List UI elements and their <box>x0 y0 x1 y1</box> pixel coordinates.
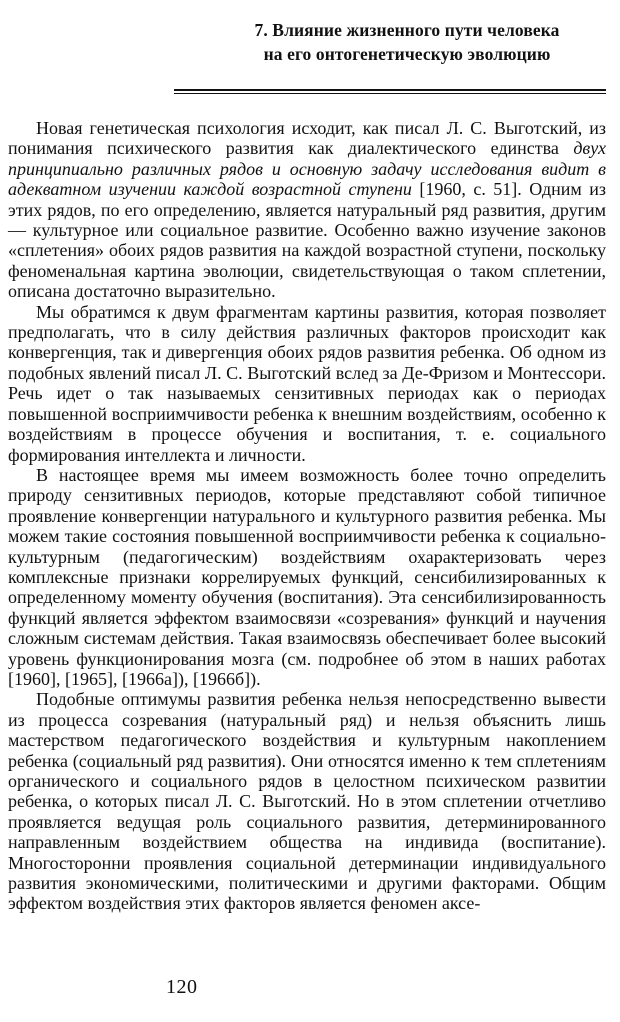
section-title-line-1: 7. Влияние жизненного пути человека <box>254 20 560 40</box>
paragraph-3: В настоящее время мы имеем возможность более точно определить природу сензитивных периодов, которые представляют собой типичное проявление конвергенции натурального и культурного развития ребенка. Мы можем такие состояния повышенной восприимчивости ребенка к социально-культурным (педагогическим) воздействиям охарактеризовать через комплексные признаки коррелируемых функций, сенсибилизированных к определенному моменту обучения (воспитания). Эта сенсибилизированность функций является эффектом взаимосвязи «созревания» функций и научения сложным системам действия. Такая взаимосвязь обеспечивает более высокий уровень функционирования мозга (см. подробнее об этом в наших работах [1960], [1965], [1966а]), [1966б]). <box>8 464 606 689</box>
paragraph-1-start: Новая генетическая психология исходит, как писал Л. С. Выготский, из понимания психического развития как диалектического единства <box>8 118 606 159</box>
page-number: 120 <box>166 976 198 998</box>
title-rule <box>174 89 606 94</box>
paragraph-1-italic: двух принципиально различных рядов и основную задачу исследования видит в адекватном изучении каждой возрастной ступени <box>8 138 606 200</box>
paragraph-4: Подобные оптимумы развития ребенка нельзя непосредственно вывести из процесса созревания (натуральный ряд) и нельзя объяснить лишь мастерством педагогического воздействия и культурным накоплением ребенка (социальный ряд развития). Они относятся именно к тем сплетениям органического и социального рядов в целостном психическом развитии ребенка, о которых писал Л. С. Выготский. Но в этом сплетении отчетливо проявляется ведущая роль социального развития, детерминированного направленным воздействием общества на индивида (воспитание). Многосторонни проявления социальной детерминации индивидуального развития экономическими, политическими и другими факторами. Общим эффектом воздействия этих факторов является феномен аксе- <box>8 689 606 914</box>
paragraph-2: Мы обратимся к двум фрагментам картины развития, которая позволяет предполагать, что в силу действия различных факторов происходит как конвергенция, так и дивергенция обоих рядов развития ребенка. Об одном из подобных явлений писал Л. С. Выготский вслед за Де-Фризом и Монтессори. Речь идет о так называемых сензитивных периодах как о периодах повышенной восприимчивости ребенка к внешним воздействиям, особенно к воздействиям в процессе обучения и воспитания, т. е. социального формирования интеллекта и личности. <box>8 301 606 465</box>
body-text <box>8 118 606 914</box>
section-title <box>222 18 592 66</box>
section-title-line-2: на его онтогенетическую эволюцию <box>263 44 551 64</box>
paragraph-1-end: [1960, с. 51]. Одним из этих рядов, по его определению, является натуральный ряд развития, другим — культурное или социальное развитие. Особенно важно изучение законов «сплетения» обоих рядов развития на каждой возрастной ступени, поскольку феноменальная картина эволюции, свидетельствующая о таком сплетении, описана достаточно выразительно. <box>8 179 606 302</box>
paragraph-1 <box>8 118 606 302</box>
